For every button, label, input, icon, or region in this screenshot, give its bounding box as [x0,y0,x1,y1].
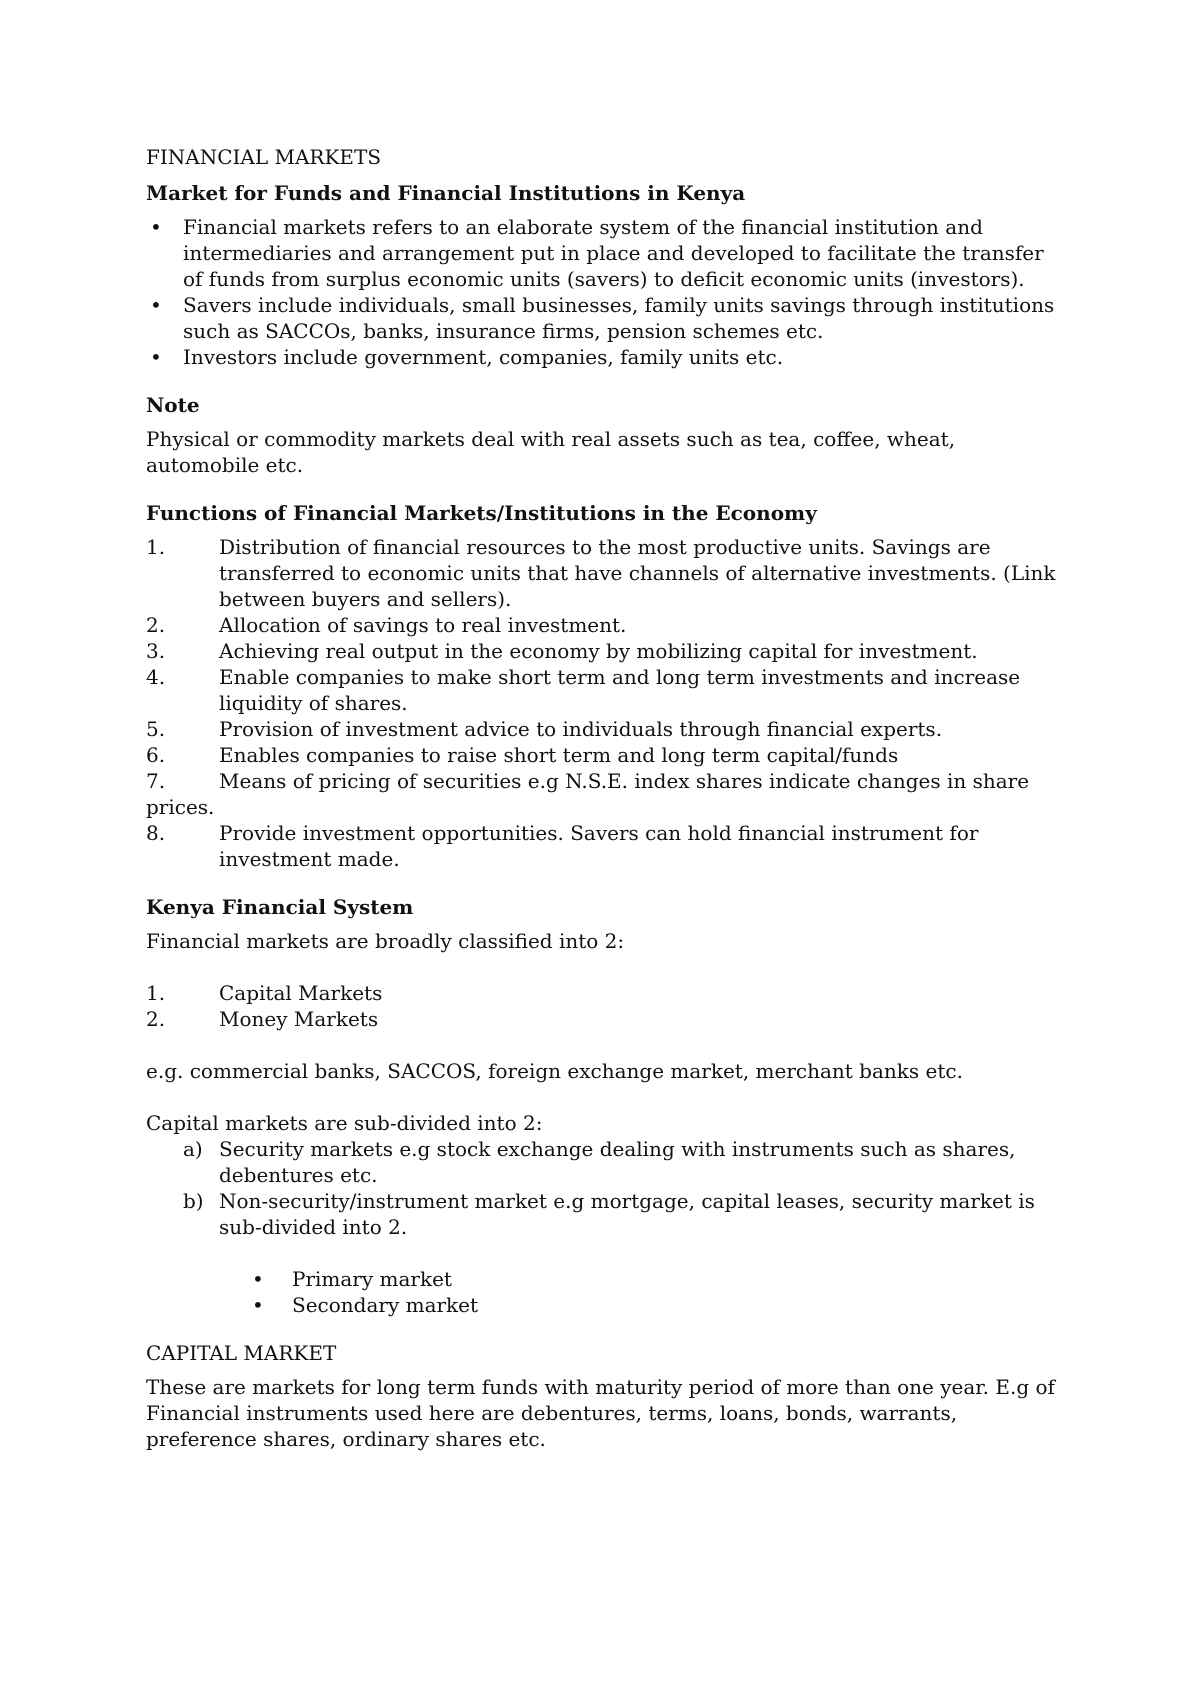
bullet-icon: • [150,215,162,239]
kenya-intro: Financial markets are broadly classified into 2: [146,929,625,953]
item-number: 5. [146,717,166,741]
bullet-item [146,344,1066,370]
capital-market-heading: CAPITAL MARKET [146,1341,337,1365]
item-text: Enable companies to make short term and long term investments and increase liquidity of shares. [219,665,1021,715]
item-number: 2. [146,1007,166,1031]
note-text: Physical or commodity markets deal with real assets such as tea, coffee, wheat, automobile etc. [146,427,956,477]
numbered-item [146,742,1066,768]
numbered-item [146,980,1066,1006]
numbered-item [146,1006,1066,1032]
bullet-item [146,214,1066,292]
bullet-icon: • [150,293,162,317]
numbered-item [146,768,1066,820]
item-number: 7. [146,769,166,793]
bullet-text: Financial markets refers to an elaborate system of the financial institution and intermediaries and arrangement put in place and developed to facilitate the transfer of funds from surplus economic units (savers) to deficit economic units (investors). [183,215,1044,291]
item-text: Enables companies to raise short term and long term capital/funds [219,743,899,767]
item-letter: b) [183,1189,204,1213]
bullet-item [146,1292,1066,1318]
item-text: Non-security/instrument market e.g mortgage, capital leases, security market is sub-divided into 2. [219,1189,1035,1239]
numbered-item [146,820,1066,872]
bullet-icon: • [252,1293,264,1317]
item-number: 1. [146,981,166,1005]
bullet-item [146,1266,1066,1292]
bullet-icon: • [150,345,162,369]
document-title: FINANCIAL MARKETS [146,145,382,169]
section-heading-market-for-funds: Market for Funds and Financial Institutions in Kenya [146,181,746,205]
numbered-item [146,716,1066,742]
item-text: Capital Markets [219,981,383,1005]
bullet-icon: • [252,1267,264,1291]
lettered-item [146,1136,1066,1188]
item-number: 1. [146,535,166,559]
bullet-text: Primary market [292,1267,452,1291]
item-text: Security markets e.g stock exchange dealing with instruments such as shares, debentures etc. [219,1137,1016,1187]
bullet-text: Secondary market [292,1293,479,1317]
item-number: 4. [146,665,166,689]
numbered-item [146,664,1066,716]
item-text: Allocation of savings to real investment. [219,613,627,637]
item-text: Distribution of financial resources to the most productive units. Savings are transferred to economic units that have channels of alternative investments. (Link between buyers and sellers). [219,535,1056,611]
capital-intro: Capital markets are sub-divided into 2: [146,1111,543,1135]
kenya-heading: Kenya Financial System [146,895,414,919]
item-text: Achieving real output in the economy by mobilizing capital for investment. [219,639,978,663]
example-text: e.g. commercial banks, SACCOS, foreign exchange market, merchant banks etc. [146,1059,963,1083]
numbered-item [146,638,1066,664]
numbered-item [146,612,1066,638]
item-letter: a) [183,1137,203,1161]
item-text: Money Markets [219,1007,379,1031]
lettered-item [146,1188,1066,1240]
document-body [146,144,1066,1452]
bullet-text: Savers include individuals, small businesses, family units savings through institutions such as SACCOs, banks, insurance firms, pension schemes etc. [183,293,1055,343]
item-number: 2. [146,613,166,637]
capital-market-text: These are markets for long term funds with maturity period of more than one year. E.g of Financial instruments used here are debentures, terms, loans, bonds, warrants, preference shares, ordinary shares etc. [146,1375,1055,1451]
item-number: 3. [146,639,166,663]
item-text: Provide investment opportunities. Savers can hold financial instrument for investment made. [219,821,979,871]
item-number: 6. [146,743,166,767]
note-heading: Note [146,393,200,417]
numbered-item [146,534,1066,612]
bullet-item [146,292,1066,344]
bullet-text: Investors include government, companies, family units etc. [183,345,784,369]
functions-heading: Functions of Financial Markets/Institutions in the Economy [146,501,817,525]
item-text: Provision of investment advice to individuals through financial experts. [219,717,943,741]
item-text: Means of pricing of securities e.g N.S.E. index shares indicate changes in share prices. [146,769,1030,819]
item-number: 8. [146,821,166,845]
